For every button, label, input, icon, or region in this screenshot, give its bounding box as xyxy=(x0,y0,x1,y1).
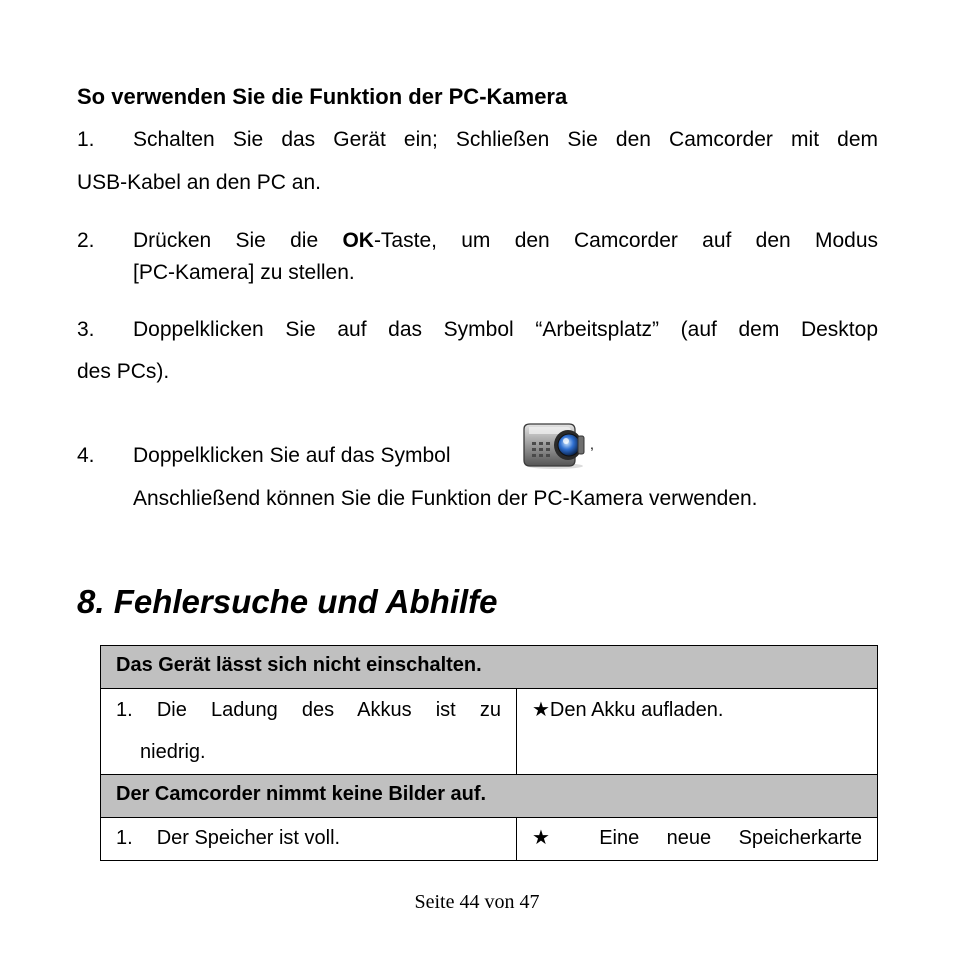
step-4-comma: , xyxy=(590,436,594,452)
step-2-line1 xyxy=(133,230,878,251)
step-2-text-post: -Taste, um den Camcorder auf den Modus xyxy=(373,229,878,252)
ok-key-label: OK xyxy=(342,229,374,252)
problem-line1: 1. Die Ladung des Akkus ist zu xyxy=(116,699,501,721)
solution-cell: ★ Eine neue Speicherkarte xyxy=(517,818,878,861)
problem-text: Der Speicher ist voll. xyxy=(156,827,341,849)
chapter-title: 8. Fehlersuche und Abhilfe xyxy=(77,583,498,620)
step-4-number: 4. xyxy=(77,444,95,467)
group-1-header: Das Gerät lässt sich nicht einschalten. xyxy=(101,646,878,689)
group-2-header: Der Camcorder nimmt keine Bilder auf. xyxy=(101,775,878,818)
solution-cell: ★Den Akku aufladen. xyxy=(517,689,878,775)
step-4-line1: Doppelklicken Sie auf das Symbol xyxy=(133,444,451,467)
step-3-number: 3. xyxy=(77,318,95,341)
step-3-line1: Doppelklicken Sie auf das Symbol “Arbeitsplatz” (auf dem Desktop xyxy=(133,318,878,341)
step-1-line2: USB-Kabel an den PC an. xyxy=(77,171,321,194)
step-3-line2: des PCs). xyxy=(77,360,170,383)
table-group-header xyxy=(101,646,878,689)
step-2-line2: [PC-Kamera] zu stellen. xyxy=(133,261,355,284)
step-1-line1: Schalten Sie das Gerät ein; Schließen Sie den Camcorder mit dem xyxy=(133,128,878,151)
troubleshooting-table xyxy=(100,645,878,861)
table-row xyxy=(101,689,878,775)
step-2-text-pre: Drücken Sie die xyxy=(133,229,343,252)
problem-cell xyxy=(101,818,517,861)
problem-line2: niedrig. xyxy=(140,741,206,763)
step-4-line2: Anschließend können Sie die Funktion der PC-Kamera verwenden. xyxy=(133,487,758,510)
section-heading: So verwenden Sie die Funktion der PC-Kamera xyxy=(77,84,568,109)
table-row xyxy=(101,818,878,861)
step-1-number: 1. xyxy=(77,128,95,151)
problem-cell xyxy=(101,689,517,775)
camcorder-icon xyxy=(521,420,591,470)
step-2-number: 2. xyxy=(77,229,95,252)
page-footer: Seite 44 von 47 xyxy=(414,891,540,913)
table-group-header xyxy=(101,775,878,818)
problem-number: 1. xyxy=(116,827,133,849)
